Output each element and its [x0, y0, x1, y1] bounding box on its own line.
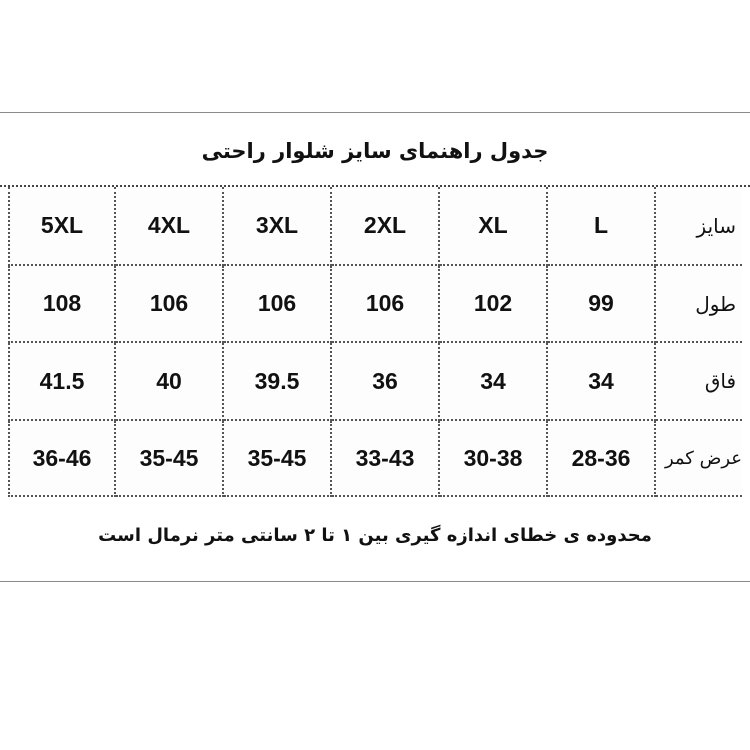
size-cell-xl: XL [440, 187, 548, 266]
rise-cell-xl: 34 [440, 343, 548, 421]
size-cell-2xl: 2XL [332, 187, 440, 266]
row-label-size: سایز [656, 187, 742, 266]
size-cell-4xl: 4XL [116, 187, 224, 266]
waist-cell-3xl: 35-45 [224, 421, 332, 497]
size-cell-l: L [548, 187, 656, 266]
length-cell-4xl: 106 [116, 266, 224, 343]
rise-cell-4xl: 40 [116, 343, 224, 421]
title-row [0, 113, 750, 187]
size-table [8, 187, 742, 497]
length-cell-2xl: 106 [332, 266, 440, 343]
measurement-tolerance-note: محدوده ی خطای اندازه گیری بین ۱ تا ۲ سانتی متر نرمال است [98, 524, 652, 546]
footer-row [0, 497, 750, 583]
rise-cell-l: 34 [548, 343, 656, 421]
size-cell-5xl: 5XL [8, 187, 116, 266]
waist-cell-4xl: 35-45 [116, 421, 224, 497]
rise-cell-3xl: 39.5 [224, 343, 332, 421]
rise-cell-5xl: 41.5 [8, 343, 116, 421]
length-cell-3xl: 106 [224, 266, 332, 343]
row-label-rise: فاق [656, 343, 742, 421]
waist-cell-l: 28-36 [548, 421, 656, 497]
waist-cell-5xl: 36-46 [8, 421, 116, 497]
length-cell-5xl: 108 [8, 266, 116, 343]
row-label-waist-width: عرض کمر [656, 421, 742, 497]
chart-title: جدول راهنمای سایز شلوار راحتی [201, 139, 549, 163]
waist-cell-xl: 30-38 [440, 421, 548, 497]
length-cell-l: 99 [548, 266, 656, 343]
size-cell-3xl: 3XL [224, 187, 332, 266]
size-chart [0, 112, 750, 582]
length-cell-xl: 102 [440, 266, 548, 343]
row-label-length: طول [656, 266, 742, 343]
rise-cell-2xl: 36 [332, 343, 440, 421]
waist-cell-2xl: 33-43 [332, 421, 440, 497]
